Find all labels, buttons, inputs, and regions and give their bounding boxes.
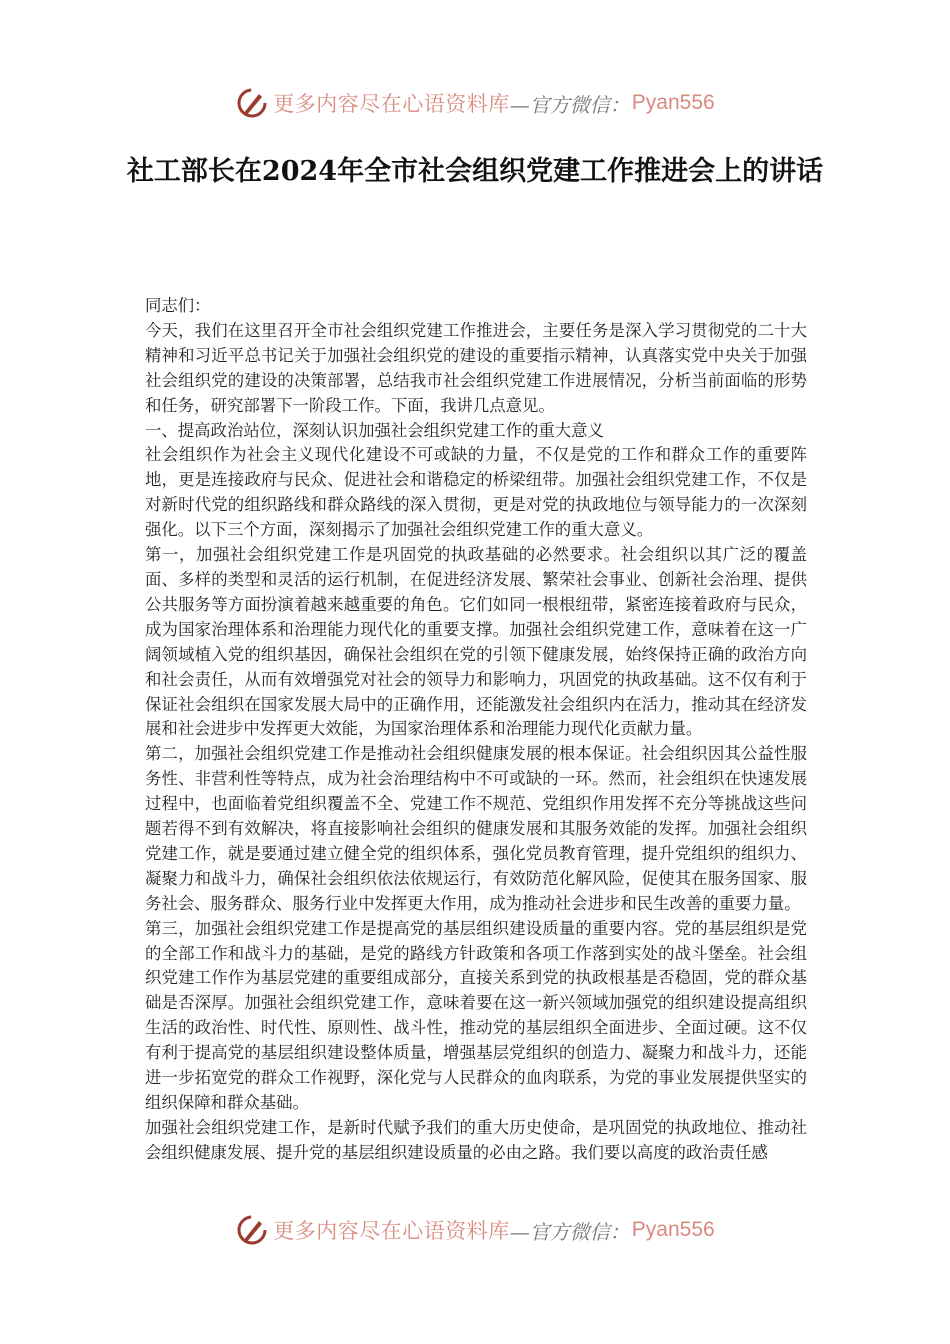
paragraph: 社会组织作为社会主义现代化建设不可或缺的力量，不仅是党的工作和群众工作的重要阵地，更是连接政府与民众、促进社会和谐稳定的桥梁纽带。加强社会组织党建工作，不仅是对新时代党的组织路线和群众路线的深入贯彻，更是对党的执政地位与领导能力的一次深刻强化。以下三个方面，深刻揭示了加强社会组织党建工作的重大意义。 xyxy=(145,445,807,540)
document-title: 社工部长在2024年全市社会组织党建工作推进会上的讲话 xyxy=(126,156,824,187)
paragraph: 第一，加强社会组织党建工作是巩固党的执政基础的必然要求。社会组织以其广泛的覆盖面、多样的类型和灵活的运行机制，在促进经济发展、繁荣社会事业、创新社会治理、提供公共服务等方面扮演着越来越重要的角色。它们如同一根根纽带，紧密连接着政府与民众，成为国家治理体系和治理能力现代化的重要支撑。加强社会组织党建工作，意味着在这一广阔领域植入党的组织基因，确保社会组织在党的引领下健康发展，始终保持正确的政治方向和社会责任，从而有效增强党对社会的领导力和影响力，巩固党的执政基础。这不仅有利于保证社会组织在国家发展大局中的正确作用，还能激发社会组织内在活力，推动其在经济发展和社会进步中发挥更大效能，为国家治理体系和治理能力现代化贡献力量。 xyxy=(145,545,807,739)
watermark-separator: —官方微信： xyxy=(509,1219,630,1244)
paragraph: 第三，加强社会组织党建工作是提高党的基层组织建设质量的重要内容。党的基层组织是党的全部工作和战斗力的基础，是党的路线方针政策和各项工作落到实处的战斗堡垒。社会组织党建工作作为基层党建的重要组成部分，直接关系到党的执政根基是否稳固，党的群众基础是否深厚。加强社会组织党建工作，意味着要在这一新兴领域加强党的组织建设提高组织生活的政治性、时代性、原则性、战斗性，推动党的基层组织全面进步、全面过硬。这不仅有利于提高党的基层组织建设整体质量，增强基层党组织的创造力、凝聚力和战斗力，还能进一步拓宽党的群众工作视野，深化党与人民群众的血肉联系，为党的事业发展提供坚实的组织保障和群众基础。 xyxy=(145,918,807,1112)
paragraph: 今天，我们在这里召开全市社会组织党建工作推进会，主要任务是深入学习贯彻党的二十大精神和习近平总书记关于加强社会组织党的建设的重要指示精神，认真落实党中央关于加强社会组织党的建设的决策部署，总结我市社会组织党建工作进展情况，分析当前面临的形势和任务，研究部署下一阶段工作。下面，我讲几点意见。 xyxy=(145,320,807,415)
watermark-site: 更多内容尽在心语资料库 xyxy=(273,92,510,116)
quill-logo-icon xyxy=(235,86,269,120)
paragraph: 第二，加强社会组织党建工作是推动社会组织健康发展的根本保证。社会组织因其公益性服务性、非营利性等特点，成为社会治理结构中不可或缺的一环。然而，社会组织在快速发展过程中，也面临着党组织覆盖不全、党建工作不规范、党组织作用发挥不充分等挑战这些问题若得不到有效解决，将直接影响社会组织的健康发展和其服务效能的发挥。加强社会组织党建工作，就是要通过建立健全党的组织体系，强化党员教育管理，提升党组织的组织力、凝聚力和战斗力，确保社会组织依法依规运行，有效防范化解风险，促使其在服务国家、服务社会、服务群众、服务行业中发挥更大作用，成为推动社会进步和民生改善的重要力量。 xyxy=(145,744,807,913)
watermark-site: 更多内容尽在心语资料库 xyxy=(273,1219,510,1243)
salutation: 同志们： xyxy=(145,296,211,315)
watermark-separator: —官方微信： xyxy=(509,92,630,117)
watermark-wechat: Pyan556 xyxy=(631,1218,715,1241)
watermark-footer xyxy=(0,1210,950,1250)
watermark-header xyxy=(0,83,950,123)
quill-logo-icon xyxy=(235,1213,269,1247)
section-heading: 一、提高政治站位，深刻认识加强社会组织党建工作的重大意义 xyxy=(145,420,604,440)
paragraph: 加强社会组织党建工作，是新时代赋予我们的重大历史使命，是巩固党的执政地位、推动社会组织健康发展、提升党的基层组织建设质量的必由之路。我们要以高度的政治责任感 xyxy=(145,1117,807,1162)
watermark-wechat: Pyan556 xyxy=(631,91,715,114)
document-body xyxy=(145,294,807,1166)
